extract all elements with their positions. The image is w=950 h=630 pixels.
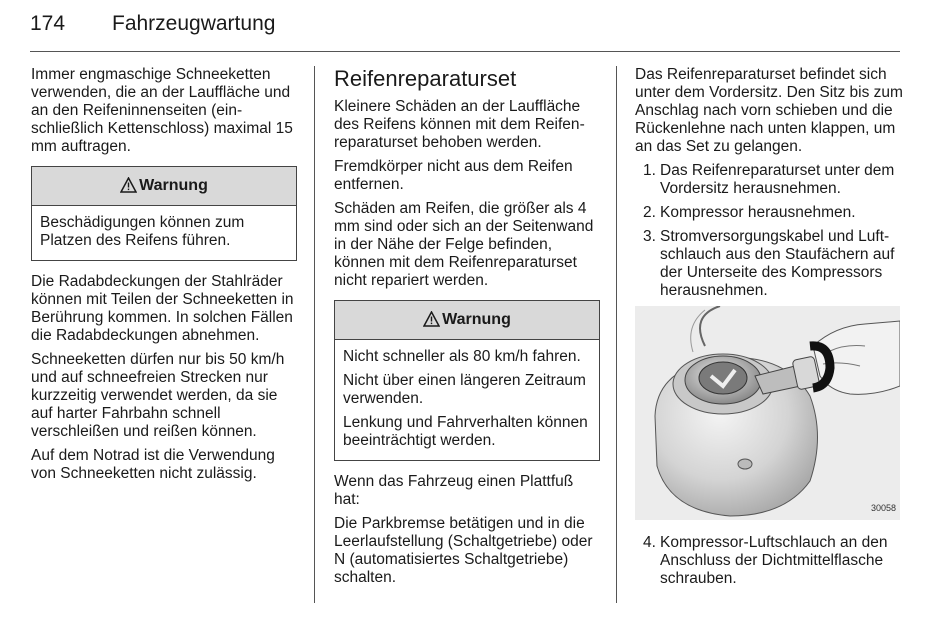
- warning-triangle-icon: [423, 304, 440, 342]
- paragraph: Immer engmaschige Schneeketten verwenden, die an der Lauffläche und an den Reifeninnenseiten (einschließlich Kettenschloss) maximal 15 mm auftragen.: [31, 66, 293, 155]
- paragraph: Das Reifenreparaturset befindet sich unter dem Vordersitz. Den Sitz bis zum Anschlag nach vorn schieben und die Rückenlehne nach unten klappen, um an das Set zu gelangen.: [635, 66, 903, 155]
- warning-text: Beschädigungen können zum Platzen des Reifens führen.: [40, 214, 245, 249]
- warning-header: [32, 167, 296, 206]
- list-item: 2. Kompressor herausnehmen.: [643, 204, 856, 221]
- compressor-illustration: [635, 306, 900, 520]
- warning-line: Nicht schneller als 80 km/h fahren.: [343, 348, 581, 365]
- warning-box: [31, 166, 297, 261]
- warning-body: [32, 206, 296, 260]
- list-item: 4. Kompressor-Luftschlauch an den Anschluss der Dichtmittelflasche schrauben.: [643, 534, 888, 587]
- warning-body: [335, 340, 599, 460]
- column-divider: [616, 66, 617, 603]
- warning-line: Nicht über einen längeren Zeitraum verwenden.: [343, 372, 586, 407]
- page-header: [30, 8, 900, 52]
- section-title: Reifenreparaturset: [334, 66, 517, 91]
- list-item: 1. Das Reifenreparaturset unter dem Vordersitz herausnehmen.: [643, 162, 895, 197]
- page-number: 174: [30, 12, 66, 35]
- column-1: [31, 66, 297, 489]
- list-item: 3. Stromversorgungskabel und Luftschlauch aus den Staufächern auf der Unterseite des Kompressors herausnehmen.: [643, 228, 895, 299]
- steps-list: [635, 534, 903, 588]
- compressor-drawing: [635, 306, 900, 520]
- chapter-title: Fahrzeugwartung: [112, 12, 276, 35]
- warning-title: Warnung: [442, 311, 511, 328]
- header-rule: [30, 51, 900, 52]
- warning-box: [334, 300, 600, 461]
- steps-list: [635, 162, 903, 300]
- warning-line: Lenkung und Fahrverhalten können beeinträchtigt werden.: [343, 414, 588, 449]
- paragraph: Kleinere Schäden an der Lauffläche des Reifens können mit dem Reifenreparaturset behoben werden.: [334, 98, 585, 151]
- warning-triangle-icon: [120, 170, 137, 208]
- column-3: [635, 66, 903, 594]
- warning-header: [335, 301, 599, 340]
- paragraph: Wenn das Fahrzeug einen Plattfuß hat:: [334, 473, 574, 508]
- column-divider: [314, 66, 315, 603]
- paragraph: Schneeketten dürfen nur bis 50 km/h und auf schneefreien Strecken nur kurzzeitig verwendet werden, da sie auf harter Fahrbahn schnell verschleißen und reißen können.: [31, 351, 285, 440]
- warning-title: Warnung: [139, 177, 208, 194]
- column-2: [334, 66, 600, 593]
- paragraph: Auf dem Notrad ist die Verwendung von Schneeketten nicht zulässig.: [31, 447, 275, 482]
- paragraph: Die Radabdeckungen der Stahlräder können mit Teilen der Schneeketten in Berührung kommen. In solchen Fällen die Radabdeckungen abnehmen.: [31, 273, 294, 344]
- paragraph: Die Parkbremse betätigen und in die Leerlaufstellung (Schaltgetriebe) oder N (automatisiertes Schaltgetriebe) schalten.: [334, 515, 593, 586]
- paragraph: Fremdkörper nicht aus dem Reifen entfernen.: [334, 158, 573, 193]
- paragraph: Schäden am Reifen, die größer als 4 mm sind oder sich an der Seitenwand in der Nähe der Felge befinden, können mit dem Reifenreparaturset nicht repariert werden.: [334, 200, 594, 289]
- figure-id: 30058: [870, 503, 896, 513]
